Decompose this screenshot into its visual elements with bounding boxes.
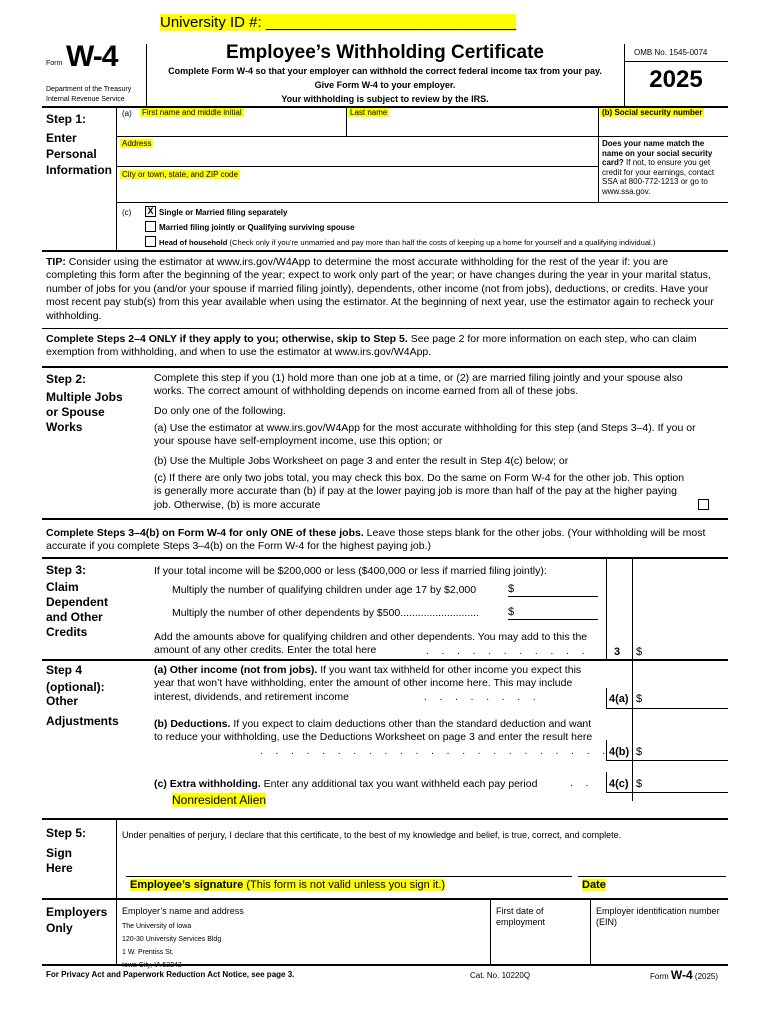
step3-intro: If your total income will be $200,000 or less ($400,000 or less if married filing jointly):: [154, 565, 547, 577]
step4-b: (b) Deductions. If you expect to claim deductions other than the standard deduction and want to reduce your withholding, use the Deductions Worksheet on page 3 and enter the result here: [154, 718, 593, 744]
form-number: W-4: [66, 40, 118, 73]
step1-c-marker: (c): [122, 208, 132, 217]
ssn-label: (b) Social security number: [602, 108, 703, 117]
omb-number: OMB No. 1545-0074: [634, 48, 708, 57]
step3-add: Add the amounts above for qualifying children and other dependents. You may add to this the amount of any other credits. Enter the total here: [154, 631, 588, 657]
line4b-number: 4(b): [609, 746, 630, 758]
tip-paragraph: TIP: Consider using the estimator at www.irs.gov/W4App to determine the most accurate withholding for the rest of the year if: you are completing this form after the beginning of the year; expect to work only part of the year; or have changes during the year in your marital status, number of jobs for you (and/or your spouse if married filing jointly), dependents, other income (not from jobs), deductions, or credits. Have your most recent pay stub(s) from this year available when using the estimator. At the beginning of next year, use the estimator again to recheck your withholding.: [46, 256, 714, 322]
date-label: Date: [582, 879, 606, 891]
line4a-number: 4(a): [609, 693, 629, 705]
footer-form: Form W-4 (2025): [650, 968, 719, 982]
steps34-note: Complete Steps 3–4(b) on Form W-4 for only ONE of these jobs. Leave those steps blank for the other jobs. (Your withholding will be most accurate if you complete Steps 3–4(b) on the Form W-4 for the highest paying job.): [46, 527, 706, 553]
ein-label: Employer identification number (EIN): [596, 906, 720, 927]
step5-subtitle: Sign Here: [46, 846, 73, 875]
employer-name-address[interactable]: The University of Iowa 120-30 University Services Bldg 1 W. Prentiss St. Iowa City, IA 52242: [122, 923, 222, 969]
line4b-amount[interactable]: $: [636, 746, 643, 758]
first-name-label: First name and middle initial: [142, 108, 242, 117]
other-dependents-input[interactable]: $: [508, 606, 598, 620]
instructions-line3: Your withholding is subject to review by the IRS.: [281, 94, 489, 104]
instructions-line2: Give Form W-4 to your employer.: [314, 80, 456, 90]
form-word: Form: [46, 60, 63, 67]
line4c-number: 4(c): [609, 778, 629, 790]
step4b-leader: . . . . . . . . . . . . . . . . . . . . . . .: [260, 746, 611, 757]
step4-adjustments: Adjustments: [46, 714, 119, 728]
step3-line1: Multiply the number of qualifying children under age 17 by $2,000: [172, 584, 477, 596]
step5-title: Step 5:: [46, 826, 87, 840]
city-label: City or town, state, and ZIP code: [122, 170, 238, 179]
step2-intro: Complete this step if you (1) hold more than one job at a time, or (2) are married filing jointly and your spouse also works. The correct amount of withholding depends on income earned from all of these jobs.: [154, 372, 683, 398]
single-checkbox[interactable]: X: [145, 206, 156, 217]
department: Department of the Treasury: [46, 86, 132, 93]
two-jobs-checkbox[interactable]: [698, 499, 709, 510]
city-input[interactable]: [120, 182, 590, 196]
step4-a: (a) Other income (not from jobs). If you want tax withheld for other income you expect this year that won’t have withholding, enter the amount of other income here. This may include interest, dividends, and retirement income: [154, 664, 582, 703]
university-id-field[interactable]: ______________________________: [265, 14, 517, 31]
irs: Internal Revenue Service: [46, 96, 125, 103]
perjury-statement: Under penalties of perjury, I declare that this certificate, to the best of my knowledge and belief, is true, correct, and complete.: [122, 830, 622, 840]
filing-joint-label: Married filing jointly or Qualifying surviving spouse: [159, 223, 355, 232]
line3-amount[interactable]: $: [636, 646, 643, 658]
privacy-notice: For Privacy Act and Paperwork Reduction Act Notice, see page 3.: [46, 970, 295, 979]
employers-title: Employers Only: [46, 905, 108, 935]
first-date-label: First date of employment: [496, 906, 546, 927]
step2-option-b: (b) Use the Multiple Jobs Worksheet on page 3 and enter the result in Step 4(c) below; or: [154, 455, 569, 467]
line3-number: 3: [614, 646, 621, 658]
step3-leader: . . . . . . . . . . .: [426, 646, 590, 657]
ssn-note: Does your name match the name on your social security card? If not, to ensure you get credit for your earnings, contact SSA at 800-772-1213 or go to www.ssa.gov.: [602, 139, 715, 196]
hoh-checkbox[interactable]: [145, 236, 156, 247]
step2-do-only: Do only one of the following.: [154, 405, 286, 417]
first-name-input[interactable]: [140, 120, 340, 134]
instructions-line1: Complete Form W-4 so that your employer can withhold the correct federal income tax from your pay.: [168, 66, 602, 76]
step4-subtitle: (optional): Other: [46, 680, 105, 708]
steps-note: Complete Steps 2–4 ONLY if they apply to you; otherwise, skip to Step 5. See page 2 for more information on each step, who can claim exemption from withholding, and when to use the estimator at www.irs.gov/W4App.: [46, 333, 697, 359]
catalog-number: Cat. No. 10220Q: [470, 971, 531, 980]
step2-option-c: (c) If there are only two jobs total, you may check this box. Do the same on Form W-4 for the other job. This option is generally more accurate than (b) if pay at the lower paying job is more than half of the pay at the higher paying job. Otherwise, (b) is more accurate: [154, 472, 685, 511]
last-name-input[interactable]: [350, 120, 590, 134]
signature-label: Employee’s signature (This form is not valid unless you sign it.): [130, 879, 446, 891]
step4a-leader: . . . . . . . .: [424, 692, 541, 703]
step1-a-marker: (a): [122, 109, 132, 118]
line4a-amount[interactable]: $: [636, 693, 643, 705]
step4-c: (c) Extra withholding. Enter any additional tax you want withheld each pay period: [154, 778, 538, 790]
step4-title: Step 4: [46, 663, 83, 677]
step2-subtitle: Multiple Jobs or Spouse Works: [46, 390, 123, 434]
line4c-amount[interactable]: $: [636, 778, 643, 790]
employer-name-label: Employer’s name and address: [122, 906, 244, 916]
signature-input[interactable]: [130, 852, 570, 874]
step4c-leader: . .: [570, 778, 594, 789]
filing-single-label: Single or Married filing separately: [159, 208, 288, 217]
step1-title: Step 1:: [46, 112, 87, 126]
last-name-label: Last name: [350, 108, 388, 117]
step1-subtitle: Enter Personal Information: [46, 131, 112, 177]
qualifying-children-input[interactable]: $: [508, 583, 598, 597]
form-title: Employee’s Withholding Certificate: [226, 42, 544, 63]
filing-hoh-label: Head of household (Check only if you’re unmarried and pay more than half the costs of keeping up a home for yourself and a qualifying individual.): [159, 238, 656, 247]
step3-subtitle: Claim Dependent and Other Credits: [46, 580, 109, 639]
joint-checkbox[interactable]: [145, 221, 156, 232]
step2-title: Step 2:: [46, 372, 87, 386]
date-input[interactable]: [582, 852, 722, 874]
tax-year: 2025: [649, 66, 703, 93]
address-label: Address: [122, 139, 152, 148]
address-input[interactable]: [120, 150, 590, 164]
university-id-label: University ID #:: [160, 14, 262, 31]
step3-title: Step 3:: [46, 563, 87, 577]
step3-line2: Multiply the number of other dependents by $500...........................: [172, 607, 479, 619]
ssn-input[interactable]: [602, 120, 722, 134]
step2-option-a: (a) Use the estimator at www.irs.gov/W4App for the most accurate withholding for this step (and Steps 3–4). If you or your spouse have self-employment income, use this option; or: [154, 422, 696, 448]
university-id: [160, 14, 516, 31]
nonresident-alien-note: Nonresident Alien: [172, 793, 267, 807]
